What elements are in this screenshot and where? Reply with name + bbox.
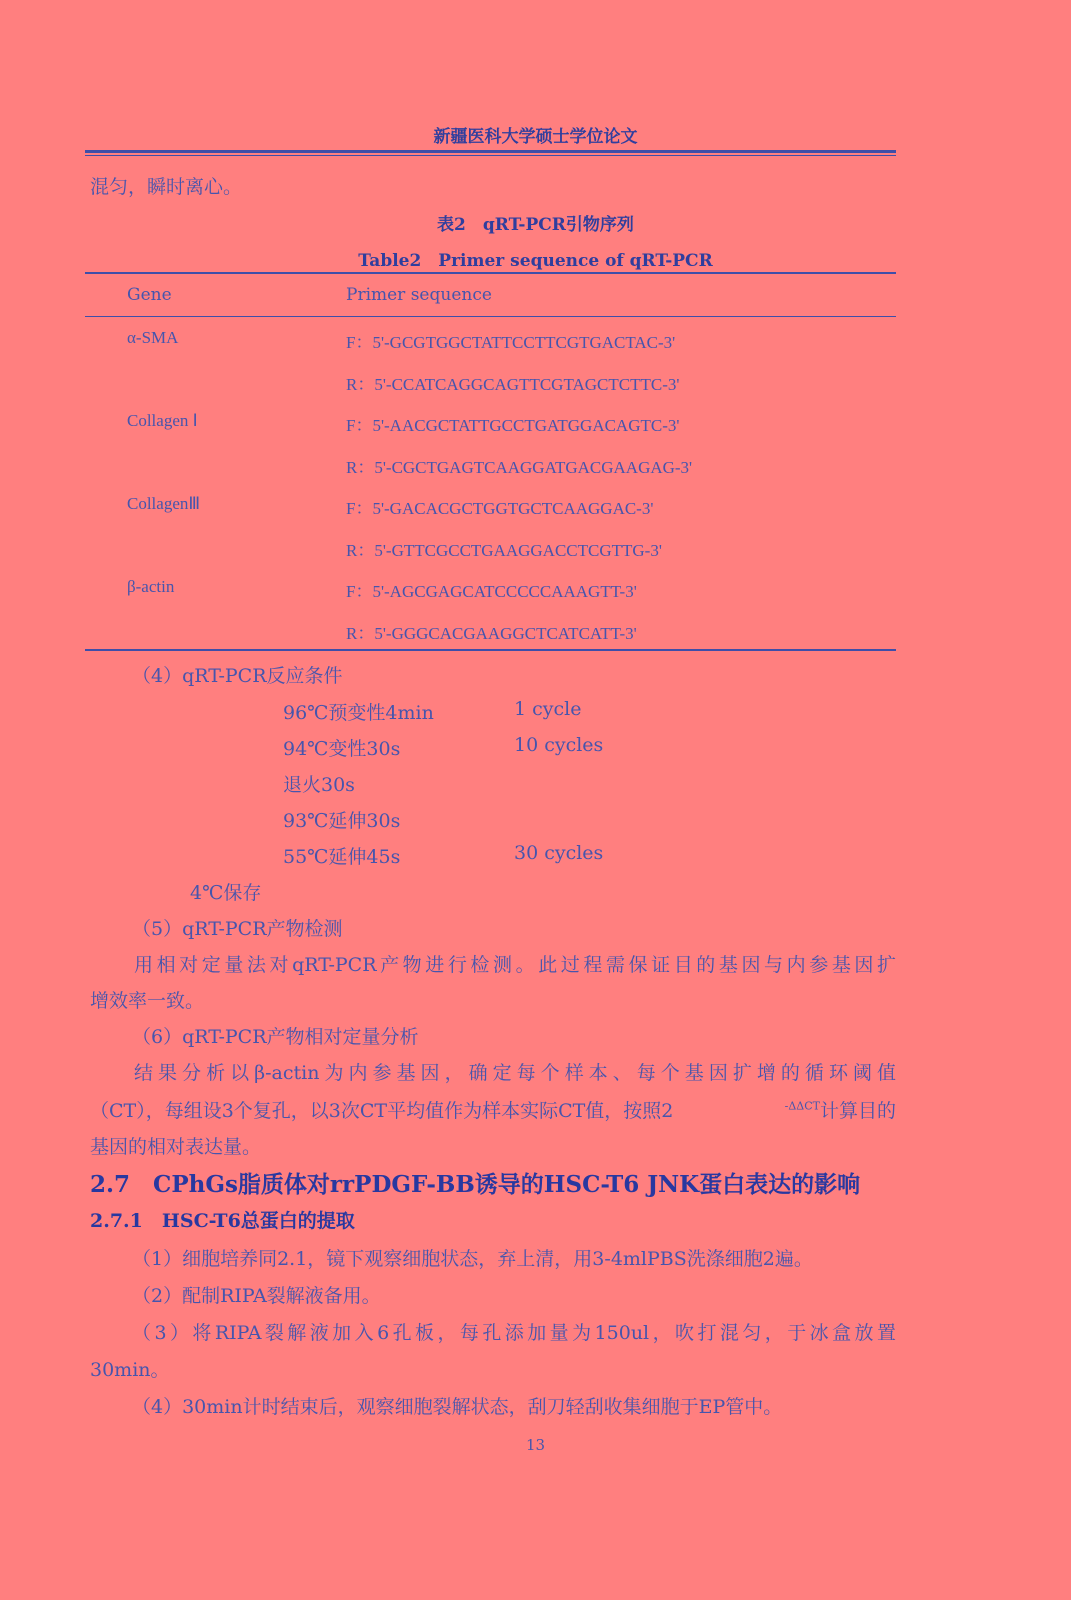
condition-step: 55℃延伸45s bbox=[283, 846, 401, 868]
header-rule-thin bbox=[85, 155, 896, 156]
table-cell-primer: R：5'-CGCTGAGTCAAGGATGACGAAGAG-3' bbox=[346, 458, 693, 477]
table-cell-primer: R：5'-GGGCACGAAGGCTCATCATT-3' bbox=[346, 624, 637, 643]
step5-text: 用相对定量法对qRT-PCR产物进行检测。此过程需保证目的基因与内参基因扩 bbox=[134, 954, 896, 976]
procedure-step: （1）细胞培养同2.1，镜下观察细胞状态，弃上清，用3-4mlPBS洗涤细胞2遍。 bbox=[132, 1248, 813, 1270]
condition-cycles: 30 cycles bbox=[514, 842, 604, 864]
table-top-rule bbox=[85, 272, 896, 274]
step6-text: 计算目的 bbox=[819, 1100, 896, 1122]
table-cell-primer: F：5'-AGCGAGCATCCCCCAAAGTT-3' bbox=[346, 582, 637, 601]
step6-formula bbox=[785, 1096, 896, 1123]
step6-formula-line bbox=[90, 1096, 896, 1123]
formula-exponent: -ΔΔCT bbox=[784, 1099, 820, 1113]
table-header-gene: Gene bbox=[127, 285, 172, 305]
table-header-rule bbox=[85, 316, 896, 317]
running-head: 新疆医科大学硕士学位论文 bbox=[433, 127, 638, 147]
step6-text: 基因的相对表达量。 bbox=[90, 1136, 262, 1158]
condition-step: 退火30s bbox=[283, 774, 355, 796]
table-cell-primer: F：5'-GACACGCTGGTGCTCAAGGAC-3' bbox=[346, 499, 654, 518]
procedure-step: （2）配制RIPA裂解液备用。 bbox=[132, 1285, 381, 1307]
subsection-heading: 2.7.1 HSC-T6总蛋白的提取 bbox=[90, 1210, 355, 1232]
condition-cycles: 1 cycle bbox=[514, 698, 582, 720]
step6-title: （6）qRT-PCR产物相对定量分析 bbox=[132, 1026, 419, 1048]
table-bottom-rule bbox=[85, 649, 896, 651]
table-cell-gene: β-actin bbox=[127, 577, 175, 596]
step5-title: （5）qRT-PCR产物检测 bbox=[132, 918, 343, 940]
procedure-step: （4）30min计时结束后，观察细胞裂解状态，刮刀轻刮收集细胞于EP管中。 bbox=[132, 1396, 783, 1418]
procedure-step: 30min。 bbox=[90, 1359, 170, 1381]
intro-line: 混匀，瞬时离心。 bbox=[90, 176, 243, 198]
step6-text: （CT），每组设3个复孔，以3次CT平均值作为样本实际CT值，按照2 bbox=[90, 1100, 674, 1122]
storage-condition: 4℃保存 bbox=[190, 882, 262, 904]
table-cell-primer: R：5'-GTTCGCCTGAAGGACCTCGTTG-3' bbox=[346, 541, 662, 560]
condition-cycles: 10 cycles bbox=[514, 734, 604, 756]
step4-title: （4）qRT-PCR反应条件 bbox=[132, 665, 343, 687]
table-caption-en: Table2 Primer sequence of qRT-PCR bbox=[358, 251, 713, 271]
page-number: 13 bbox=[525, 1436, 546, 1454]
procedure-step: （3）将RIPA裂解液加入6孔板，每孔添加量为150ul，吹打混匀，于冰盒放置 bbox=[132, 1322, 896, 1344]
condition-step: 93℃延伸30s bbox=[283, 810, 401, 832]
condition-step: 96℃预变性4min bbox=[283, 702, 434, 724]
section-heading: 2.7 CPhGs脂质体对rrPDGF-BB诱导的HSC-T6 JNK蛋白表达的影响 bbox=[90, 1171, 861, 1198]
table-cell-primer: F：5'-GCGTGGCTATTCCTTCGTGACTAC-3' bbox=[346, 333, 676, 352]
table-cell-primer: F：5'-AACGCTATTGCCTGATGGACAGTC-3' bbox=[346, 416, 680, 435]
step6-text: 结果分析以β-actin为内参基因，确定每个样本、每个基因扩增的循环阈值 bbox=[134, 1062, 896, 1084]
header-rule-thick bbox=[85, 150, 896, 153]
table-cell-primer: R：5'-CCATCAGGCAGTTCGTAGCTCTTC-3' bbox=[346, 375, 680, 394]
condition-step: 94℃变性30s bbox=[283, 738, 401, 760]
step5-text: 增效率一致。 bbox=[90, 990, 205, 1012]
table-header-primer: Primer sequence bbox=[346, 285, 492, 305]
table-caption-cn: 表2 qRT-PCR引物序列 bbox=[437, 215, 634, 235]
table-cell-gene: CollagenⅢ bbox=[127, 494, 201, 513]
table-cell-gene: α-SMA bbox=[127, 328, 179, 347]
table-cell-gene: Collagen Ⅰ bbox=[127, 411, 198, 430]
